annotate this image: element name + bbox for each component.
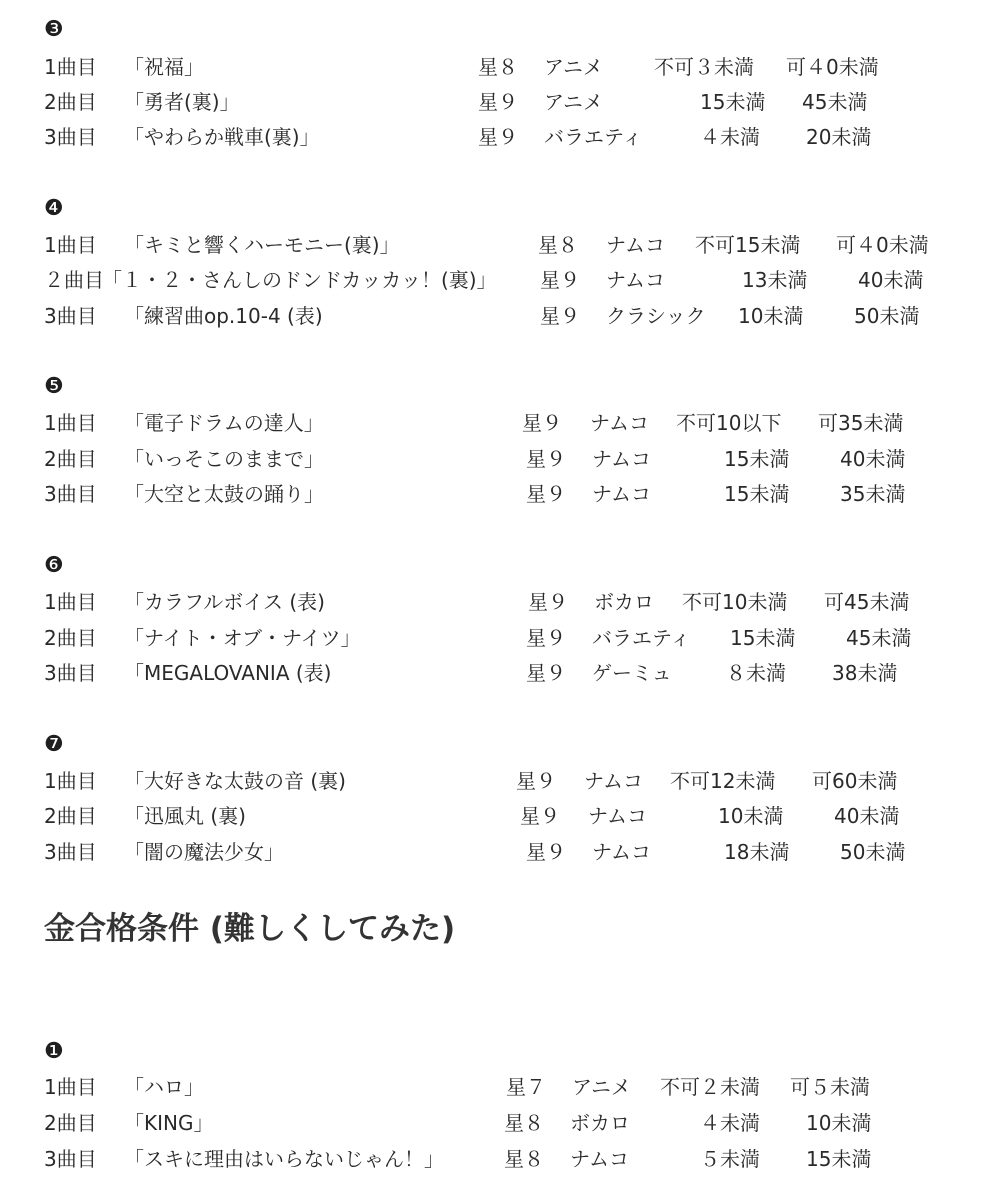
song-title: 「スキに理由はいらないじゃん！」 xyxy=(124,1147,444,1171)
song-number: 3曲目 xyxy=(44,661,97,685)
song-number: 1曲目 xyxy=(44,1075,97,1099)
star-level: 星８ xyxy=(478,55,518,79)
song-number: 1曲目 xyxy=(44,411,97,435)
star-level: 星９ xyxy=(522,411,562,435)
fuka-condition: 13未満 xyxy=(742,268,808,292)
ka-condition: 40未満 xyxy=(858,268,924,292)
genre: バラエティ xyxy=(544,125,643,149)
genre: ナムコ xyxy=(588,804,647,828)
fuka-condition: 15未満 xyxy=(700,90,766,114)
ka-condition: 10未満 xyxy=(806,1111,872,1135)
star-level: 星９ xyxy=(528,590,568,614)
genre: ナムコ xyxy=(606,233,665,257)
genre: アニメ xyxy=(544,90,603,114)
star-level: 星９ xyxy=(520,804,560,828)
ka-condition: 45未満 xyxy=(802,90,868,114)
section-marker-4: ❹ xyxy=(44,196,64,221)
ka-condition: 可４0未満 xyxy=(836,233,929,257)
genre: ボカロ xyxy=(594,590,654,614)
section-marker-6: ❻ xyxy=(44,553,64,578)
ka-condition: 40未満 xyxy=(840,447,906,471)
section-marker-7: ❼ xyxy=(44,732,64,757)
star-level: 星８ xyxy=(504,1111,544,1135)
song-title: 「大空と太鼓の踊り」 xyxy=(124,482,324,506)
star-level: 星８ xyxy=(504,1147,544,1171)
ka-condition: 45未満 xyxy=(846,626,912,650)
song-title: 「ナイト・オブ・ナイツ」 xyxy=(124,626,361,650)
fuka-condition: 不可10以下 xyxy=(676,411,782,435)
song-number: ２曲目 xyxy=(44,268,104,292)
fuka-condition: 10未満 xyxy=(738,304,804,328)
fuka-condition: ８未満 xyxy=(726,661,786,685)
song-title: 「いっそこのままで」 xyxy=(124,447,324,471)
star-level: 星９ xyxy=(526,661,566,685)
genre: アニメ xyxy=(572,1075,631,1099)
genre: ボカロ xyxy=(570,1111,630,1135)
ka-condition: 可４0未満 xyxy=(786,55,879,79)
star-level: 星９ xyxy=(478,125,518,149)
star-level: 星９ xyxy=(526,840,566,864)
ka-condition: 15未満 xyxy=(806,1147,872,1171)
fuka-condition: 15未満 xyxy=(724,482,790,506)
ka-condition: 可５未満 xyxy=(790,1075,870,1099)
song-title: 「ハロ」 xyxy=(124,1075,204,1099)
song-title: 「祝福」 xyxy=(124,55,204,79)
song-number: 2曲目 xyxy=(44,626,97,650)
ka-condition: 可45未満 xyxy=(824,590,910,614)
genre: ゲーミュ xyxy=(592,661,672,685)
song-number: 3曲目 xyxy=(44,304,97,328)
genre: ナムコ xyxy=(590,411,649,435)
ka-condition: 38未満 xyxy=(832,661,898,685)
genre: バラエティ xyxy=(592,626,691,650)
song-title: 「KING」 xyxy=(124,1111,214,1135)
ka-condition: 50未満 xyxy=(854,304,920,328)
song-title: 「カラフルボイス (表) xyxy=(124,590,325,614)
fuka-condition: 不可15未満 xyxy=(695,233,801,257)
genre: ナムコ xyxy=(584,769,643,793)
fuka-condition: 不可２未満 xyxy=(660,1075,760,1099)
fuka-condition: 不可10未満 xyxy=(682,590,788,614)
song-number: 2曲目 xyxy=(44,90,97,114)
section-marker-1: ❶ xyxy=(44,1039,64,1064)
song-title: 「大好きな太鼓の音 (裏) xyxy=(124,769,346,793)
song-title: 「闇の魔法少女」 xyxy=(124,840,284,864)
song-number: 1曲目 xyxy=(44,55,97,79)
genre: アニメ xyxy=(544,55,603,79)
ka-condition: 20未満 xyxy=(806,125,872,149)
song-title: 「MEGALOVANIA (表) xyxy=(124,661,332,685)
song-title: 「電子ドラムの達人」 xyxy=(124,411,324,435)
song-number: 1曲目 xyxy=(44,769,97,793)
fuka-condition: 15未満 xyxy=(724,447,790,471)
genre: ナムコ xyxy=(606,268,665,292)
fuka-condition: ５未満 xyxy=(700,1147,760,1171)
genre: ナムコ xyxy=(570,1147,629,1171)
ka-condition: 可60未満 xyxy=(812,769,898,793)
star-level: 星７ xyxy=(506,1075,546,1099)
genre: ナムコ xyxy=(592,840,651,864)
song-title: 「迅風丸 (裏) xyxy=(124,804,246,828)
song-number: 2曲目 xyxy=(44,447,97,471)
song-title: 「キミと響くハーモニー(裏)」 xyxy=(124,233,400,257)
star-level: 星９ xyxy=(540,268,580,292)
song-number: 3曲目 xyxy=(44,840,97,864)
song-number: 1曲目 xyxy=(44,233,97,257)
song-title: 「やわらか戦車(裏)」 xyxy=(124,125,320,149)
star-level: 星９ xyxy=(526,447,566,471)
fuka-condition: 不可12未満 xyxy=(670,769,776,793)
star-level: 星８ xyxy=(538,233,578,257)
star-level: 星９ xyxy=(526,626,566,650)
fuka-condition: 18未満 xyxy=(724,840,790,864)
genre: ナムコ xyxy=(592,482,651,506)
song-number: 2曲目 xyxy=(44,804,97,828)
song-title: 「勇者(裏)」 xyxy=(124,90,240,114)
song-number: 1曲目 xyxy=(44,590,97,614)
star-level: 星９ xyxy=(540,304,580,328)
ka-condition: 50未満 xyxy=(840,840,906,864)
star-level: 星９ xyxy=(526,482,566,506)
ka-condition: 40未満 xyxy=(834,804,900,828)
section-marker-3: ❸ xyxy=(44,17,64,42)
fuka-condition: ４未満 xyxy=(700,1111,760,1135)
song-number: 3曲目 xyxy=(44,482,97,506)
song-number: 3曲目 xyxy=(44,125,97,149)
gold-pass-heading: 金合格条件 (難しくしてみた) xyxy=(44,911,456,947)
ka-condition: 35未満 xyxy=(840,482,906,506)
ka-condition: 可35未満 xyxy=(818,411,904,435)
genre: クラシック xyxy=(606,304,706,328)
fuka-condition: 10未満 xyxy=(718,804,784,828)
song-title: 「練習曲op.10-4 (表) xyxy=(124,304,323,328)
song-number: 2曲目 xyxy=(44,1111,97,1135)
song-number: 3曲目 xyxy=(44,1147,97,1171)
fuka-condition: 不可３未満 xyxy=(654,55,754,79)
genre: ナムコ xyxy=(592,447,651,471)
fuka-condition: 15未満 xyxy=(730,626,796,650)
star-level: 星９ xyxy=(478,90,518,114)
song-title: 「１・２・さんしのドンドカッカッ！(裏)」 xyxy=(102,268,497,292)
section-marker-5: ❺ xyxy=(44,374,64,399)
fuka-condition: ４未満 xyxy=(700,125,760,149)
star-level: 星９ xyxy=(516,769,556,793)
